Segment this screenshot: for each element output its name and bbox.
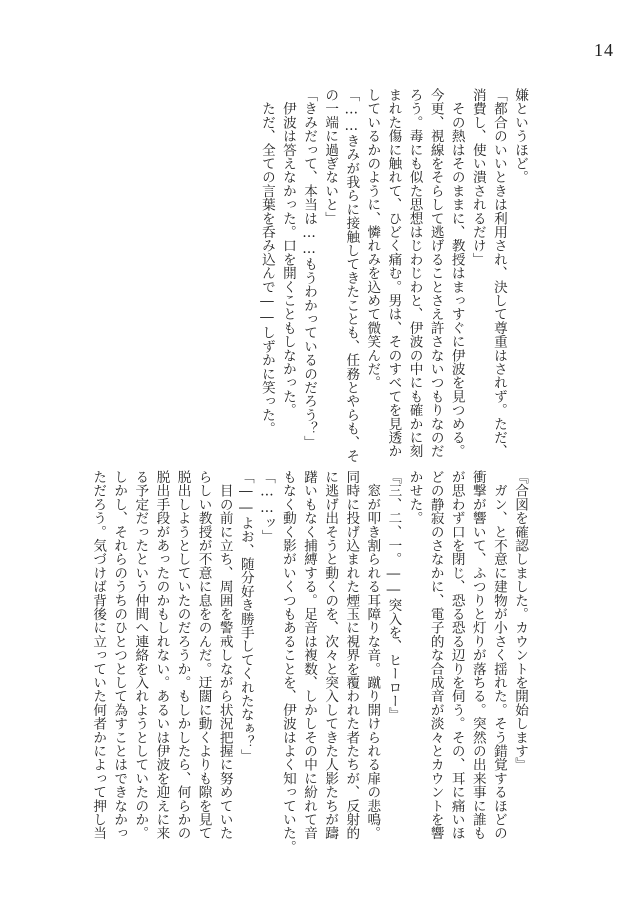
text-line: らしい教授が不意に息をのんだ。迂闊に動くよりも隙を見て: [195, 470, 212, 840]
text-line: 同時に投げ込まれた煙玉に視界を覆われた者たちが、反射的: [343, 470, 360, 840]
text-line: 消費し、使い潰されるだけ」: [469, 88, 486, 267]
text-line: しかし、それらのうちのひとつとして為すことはできなかっ: [111, 470, 128, 840]
text-line: かせた。: [406, 470, 423, 525]
text-line: 躇いもなく捕縛する。足音は複数、しかしその中に紛れて音: [301, 470, 318, 840]
text-line: 「きみだって、本当は……もうわかっているのだろう？」: [301, 88, 318, 449]
text-line: ただろう。気づけば背後に立っていた何者かによって押し当: [90, 470, 107, 840]
text-line: 目の前に立ち、周囲を警戒しながら状況把握に努めていた: [216, 470, 233, 840]
text-line: ただ、全ての言葉を呑み込んで――しずかに笑った。: [258, 88, 275, 436]
text-line: まれた傷に触れて、ひどく痛む。男は、そのすべてを見透か: [385, 88, 402, 458]
text-line: の一端に過ぎないと」: [322, 88, 339, 225]
text-line: もなく動く影がいくつもあることを、伊波はよく知っていた。: [279, 470, 296, 854]
text-line: 伊波は答えなかった。口を開くこともしなかった。: [279, 88, 296, 417]
text-line: 「……きみが我らに接触してきたことも、任務とやらも、そ: [343, 88, 360, 463]
text-line: 衝撃が響いて、ふつりと灯りが落ちる。突然の出来事に誰も: [469, 470, 486, 840]
text-block-upper: [256, 88, 530, 463]
text-line: 窓が叩き割られる耳障りな音。蹴り開けられる扉の悲鳴。: [364, 470, 381, 840]
text-line: 「都合のいいときは利用され、決して尊重はされず。ただ、: [490, 88, 507, 458]
text-line: る予定だったという仲間へ連絡を入れようとしていたのか。: [132, 470, 149, 840]
page-number: 14: [594, 40, 614, 60]
text-line: 『合図を確認しました。カウントを開始します』: [512, 470, 528, 772]
text-line: 『三、二、一。――突入を、ヒーロー』: [385, 470, 402, 722]
text-line: 脱出手段があったのかもしれない。あるいは伊波を迎えに来: [153, 470, 170, 840]
text-line: ガン、と不意に建物が小さく揺れた。そう錯覚するほどの: [490, 470, 507, 840]
text-line: どの静寂のさなかに、電子的な合成音が淡々とカウントを響: [427, 470, 444, 840]
text-line: 嫌というほど。: [512, 88, 528, 184]
text-line: 「――よお、随分好き勝手してくれたなぁ？」: [237, 470, 254, 763]
text-line: ろう。毒にも似た思想はじわじわと、伊波の中にも確かに刻: [406, 88, 423, 458]
text-block-lower: [87, 470, 530, 870]
text-line: 「……ッ」: [258, 470, 275, 544]
text-line: しているかのように、憐れみを込めて微笑んだ。: [364, 88, 381, 390]
text-line: に逃げ出そうと動くのを、次々と突入してきた人影たちが躊: [322, 470, 339, 840]
text-line: 脱出しようとしていたのだろうか。もしかしたら、何らかの: [174, 470, 191, 840]
text-line: 今更、視線をそらして逃げることさえ許さないつもりなのだ: [427, 88, 444, 458]
text-line: が思わず口を閉じ、恐る恐る辺りを伺う。その、耳に痛いほ: [448, 470, 465, 840]
text-line: その熱はそのままに、教授はまっすぐに伊波を見つめる。: [448, 88, 465, 458]
